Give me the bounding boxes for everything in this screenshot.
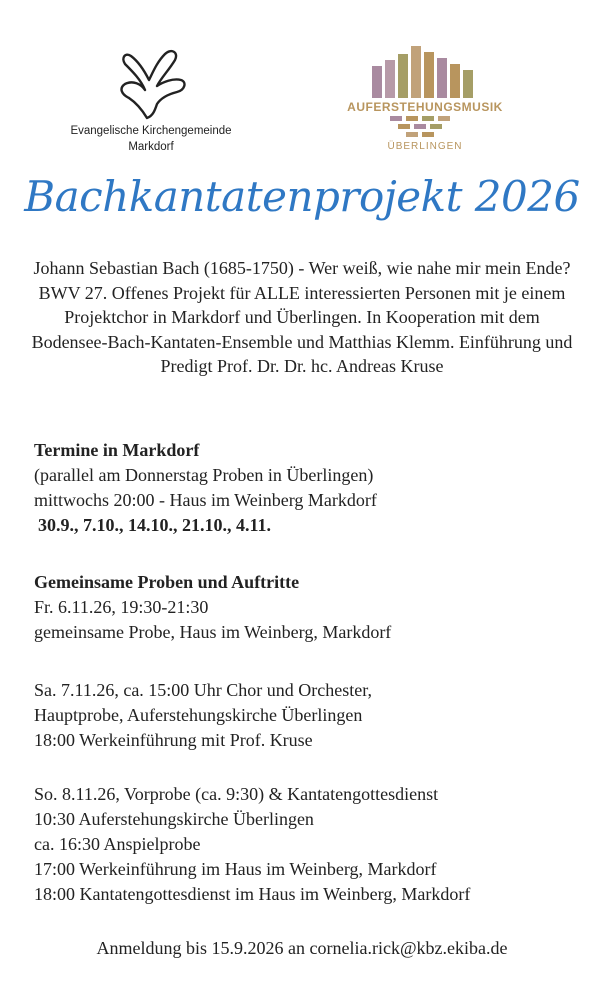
gemeinsam-section	[34, 570, 574, 645]
saturday-line: 18:00 Werkeinführung mit Prof. Kruse	[34, 730, 313, 750]
pipe-stripes-decoration	[370, 116, 480, 138]
termine-heading: Termine in Markdorf	[34, 440, 200, 460]
church-place: Markdorf	[128, 141, 174, 153]
termine-line: (parallel am Donnerstag Proben in Überlingen)	[34, 465, 374, 485]
sunday-line: 17:00 Werkeinführung im Haus im Weinberg, Markdorf	[34, 859, 437, 879]
saturday-line: Sa. 7.11.26, ca. 15:00 Uhr Chor und Orchester,	[34, 680, 373, 700]
sunday-line: 18:00 Kantatengottesdienst im Haus im Weinberg, Markdorf	[34, 884, 471, 904]
friday-line: Fr. 6.11.26, 19:30-21:30	[34, 597, 209, 617]
saturday-line: Hauptprobe, Auferstehungskirche Überlingen	[34, 705, 363, 725]
church-logo	[66, 44, 236, 154]
church-name: Evangelische Kirchengemeinde	[70, 125, 232, 137]
intro-paragraph: Johann Sebastian Bach (1685-1750) - Wer weiß, wie nahe mir mein Ende? BWV 27. Offenes Projekt für ALLE interessierten Personen mit je einem Projektchor in Markdorf und Überlingen. In Kooperation mit dem Bodensee-Bach-Kantaten-Ensemble und Matthias Klemm. Einführung und Predigt Prof. Dr. Dr. hc. Andreas Kruse	[31, 258, 573, 376]
dove-icon	[111, 44, 191, 122]
music-logo	[330, 44, 520, 152]
gemeinsam-heading: Gemeinsame Proben und Auftritte	[34, 572, 300, 592]
sunday-line: So. 8.11.26, Vorprobe (ca. 9:30) & Kantatengottesdienst	[34, 784, 439, 804]
termine-line: mittwochs 20:00 - Haus im Weinberg Markdorf	[34, 490, 377, 510]
organ-pipes-icon	[370, 44, 480, 98]
registration-note: Anmeldung bis 15.9.2026 an cornelia.rick@kbz.ekiba.de	[96, 938, 508, 958]
music-name: AUFERSTEHUNGSMUSIK	[347, 100, 503, 114]
friday-line: gemeinsame Probe, Haus im Weinberg, Markdorf	[34, 622, 392, 642]
sunday-line: ca. 16:30 Anspielprobe	[34, 834, 201, 854]
page-title: Bachkantatenprojekt 2026	[24, 172, 580, 221]
sunday-section	[34, 782, 574, 907]
music-city: ÜBERLINGEN	[387, 141, 463, 152]
termine-dates: 30.9., 7.10., 14.10., 21.10., 4.11.	[38, 515, 272, 535]
saturday-section	[34, 678, 574, 753]
sunday-line: 10:30 Auferstehungskirche Überlingen	[34, 809, 314, 829]
termine-section	[34, 438, 574, 538]
